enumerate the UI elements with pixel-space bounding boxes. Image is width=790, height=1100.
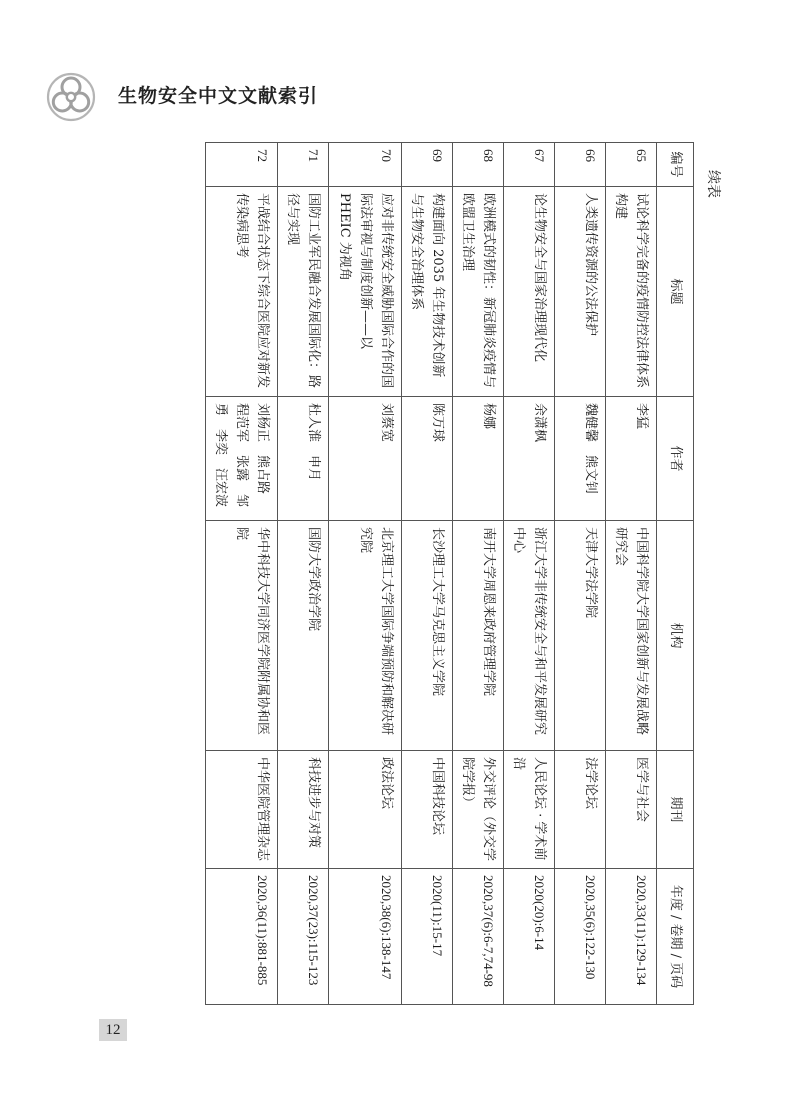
table-row	[554, 143, 605, 1005]
entry-title: 国防工业军民融合发展国际化：路径与实现	[278, 187, 329, 397]
table-row	[605, 143, 656, 1005]
entry-title: 人类遗传资源的公法保护	[554, 187, 605, 397]
table-row	[503, 143, 554, 1005]
entry-reference: 2020,38(6):138-147	[329, 869, 401, 1005]
entry-institution: 华中科技大学同济医学院附属协和医院	[206, 521, 278, 751]
entry-journal: 科技进步与对策	[278, 751, 329, 869]
entry-title: 应对非传统安全威胁国际合作的国际法审视与制度创新——以 PHEIC 为视角	[329, 187, 401, 397]
entry-journal: 外交评论（外交学院学报）	[452, 751, 503, 869]
biohazard-icon	[46, 72, 96, 122]
entry-number: 71	[278, 143, 329, 187]
col-header-author: 作者	[657, 397, 694, 521]
entry-reference: 2020(20):6-14	[503, 869, 554, 1005]
table-row	[452, 143, 503, 1005]
entry-journal: 人民论坛 · 学术前沿	[503, 751, 554, 869]
entry-author: 陈万球	[401, 397, 452, 521]
entry-author: 杜人淮 申月	[278, 397, 329, 521]
entry-title: 平战结合状态下综合医院应对新发传染病思考	[206, 187, 278, 397]
entry-reference: 2020,37(6):6-7,74-98	[452, 869, 503, 1005]
entry-reference: 2020,36(11):881-885	[206, 869, 278, 1005]
entry-author: 刘蔡宽	[329, 397, 401, 521]
entry-number: 67	[503, 143, 554, 187]
table-row	[206, 143, 278, 1005]
entry-number: 65	[605, 143, 656, 187]
entry-reference: 2020(11):15-17	[401, 869, 452, 1005]
entry-title: 试论科学完备的疫情防控法律体系构建	[605, 187, 656, 397]
entry-journal: 中华医院管理杂志	[206, 751, 278, 869]
page-header	[40, 72, 760, 122]
entry-journal: 中国科技论坛	[401, 751, 452, 869]
table-header-row	[657, 143, 694, 1005]
entry-author: 魏健馨 熊文钊	[554, 397, 605, 521]
page-number: 12	[99, 1019, 127, 1041]
entry-author: 杨娜	[452, 397, 503, 521]
continued-label: 续表	[705, 170, 721, 198]
entry-title: 欧洲模式的韧性：新冠肺炎疫情与欧盟卫生治理	[452, 187, 503, 397]
entry-institution: 国防大学政治学院	[278, 521, 329, 751]
entry-number: 69	[401, 143, 452, 187]
rotated-table-container	[146, 142, 694, 1004]
entry-number: 72	[206, 143, 278, 187]
entry-author: 刘杨正 熊占路 程范军 张露 邹勇 李奕 汪宏波	[206, 397, 278, 521]
entry-title: 构建面向 2035 年生物技术创新与生物安全治理体系	[401, 187, 452, 397]
col-header-title: 标题	[657, 187, 694, 397]
entry-number: 66	[554, 143, 605, 187]
entry-number: 70	[329, 143, 401, 187]
entry-institution: 南开大学周恩来政府管理学院	[452, 521, 503, 751]
entry-institution: 浙江大学非传统安全与和平发展研究中心	[503, 521, 554, 751]
entry-journal: 法学论坛	[554, 751, 605, 869]
entry-number: 68	[452, 143, 503, 187]
col-header-journal: 期刊	[657, 751, 694, 869]
entry-institution: 长沙理工大学马克思主义学院	[401, 521, 452, 751]
table-row	[329, 143, 401, 1005]
entry-institution: 北京理工大学国际争端预防和解决研究院	[329, 521, 401, 751]
col-header-number: 编号	[657, 143, 694, 187]
literature-index-table	[205, 142, 694, 1005]
book-title: 生物安全中文文献索引	[118, 85, 319, 107]
entry-institution: 中国科学院大学国家创新与发展战略研究会	[605, 521, 656, 751]
entry-author: 余潇枫	[503, 397, 554, 521]
table-row	[278, 143, 329, 1005]
entry-institution: 天津大学法学院	[554, 521, 605, 751]
table-row	[401, 143, 452, 1005]
entry-author: 李猛	[605, 397, 656, 521]
entry-reference: 2020,33(11):129-134	[605, 869, 656, 1005]
entry-reference: 2020,35(6):122-130	[554, 869, 605, 1005]
entry-journal: 政法论坛	[329, 751, 401, 869]
col-header-reference: 年度 / 卷期 / 页码	[657, 869, 694, 1005]
col-header-institution: 机构	[657, 521, 694, 751]
entry-journal: 医学与社会	[605, 751, 656, 869]
entry-reference: 2020,37(23):115-123	[278, 869, 329, 1005]
entry-title: 论生物安全与国家治理现代化	[503, 187, 554, 397]
